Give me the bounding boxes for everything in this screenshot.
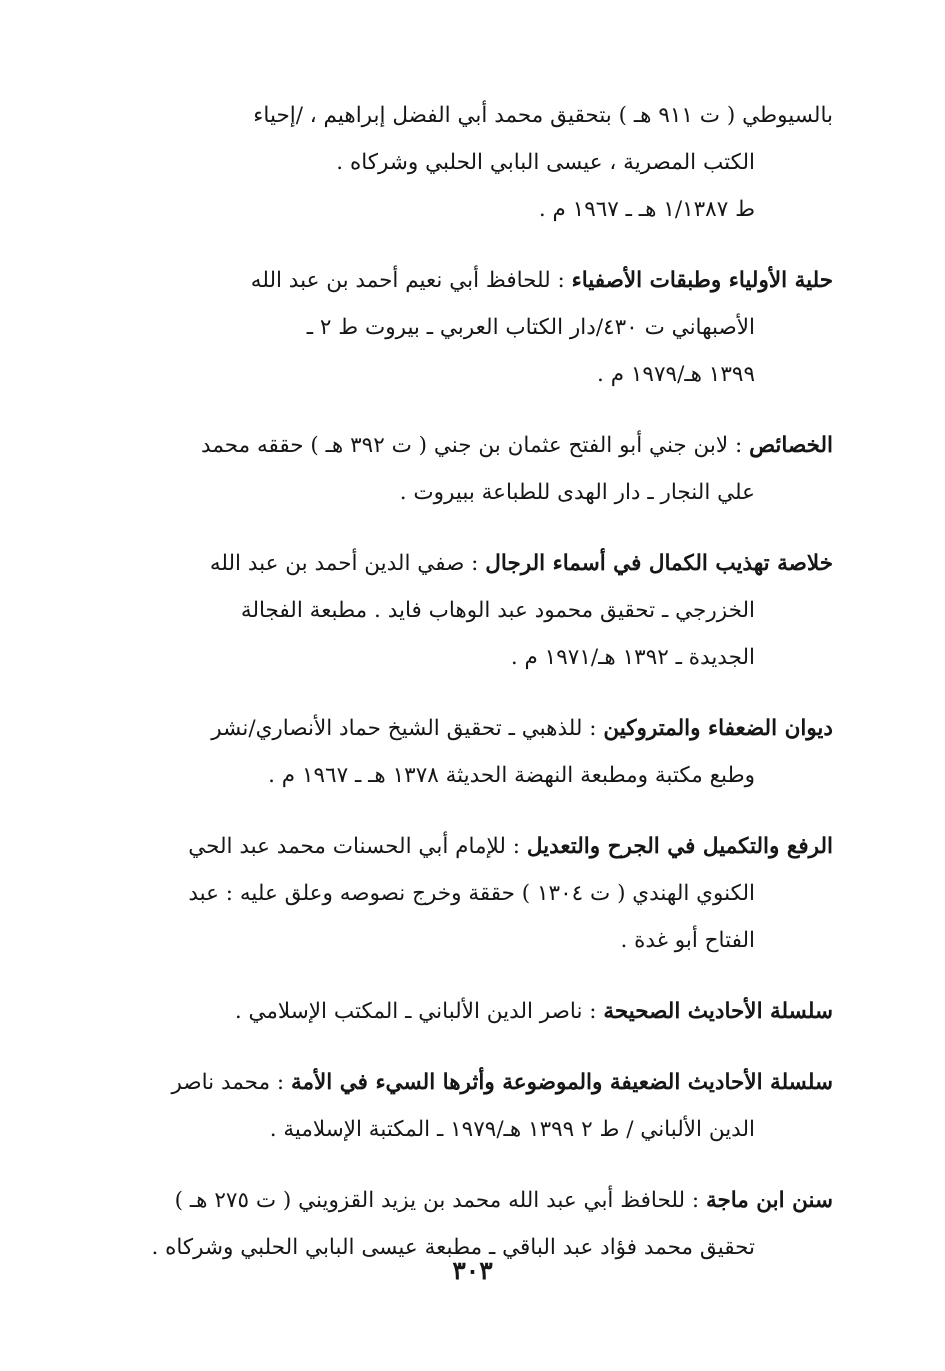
entry-first-line	[135, 988, 833, 1035]
entry-line: الدين الألباني / ط ٢ ١٣٩٩ هـ/١٩٧٩ ـ المكتبة الإسلامية .	[269, 1117, 755, 1142]
entry-title: الخصائص	[749, 433, 833, 458]
entry-line: ١٣٩٩ هـ/١٩٧٩ م .	[597, 362, 755, 387]
entry-title: خلاصة تهذيب الكمال في أسماء الرجال	[485, 551, 833, 576]
entry-line: : للحافظ أبي نعيم أحمد بن عبد الله	[250, 268, 572, 293]
entry-line: : للحافظ أبي عبد الله محمد بن يزيد القزويني ( ت ٢٧٥ هـ )	[174, 1188, 706, 1213]
bibliography-entry	[135, 823, 833, 964]
entry-title: ديوان الضعفاء والمتروكين	[603, 716, 833, 741]
entry-line: الكنوي الهندي ( ت ١٣٠٤ ) حققة وخرج نصوصه وعلق عليه : عبد	[188, 881, 755, 906]
entry-first-line	[135, 1059, 833, 1106]
entry-line: بالسيوطي ( ت ٩١١ هـ ) بتحقيق محمد أبي الفضل إبراهيم ، /إحياء	[253, 103, 833, 128]
entry-first-line	[135, 1177, 833, 1224]
bibliography-entry	[135, 1059, 833, 1153]
entry-line: تحقيق محمد فؤاد عبد الباقي ـ مطبعة عيسى البابي الحلبي وشركاه .	[151, 1235, 755, 1260]
entry-line: : للذهبي ـ تحقيق الشيخ حماد الأنصاري/نشر	[211, 716, 604, 741]
bibliography-entry	[135, 988, 833, 1035]
entry-title: سلسلة الأحاديث الصحيحة	[603, 999, 833, 1024]
entry-title: الرفع والتكميل في الجرح والتعديل	[526, 834, 833, 859]
entry-line: الجديدة ـ ١٣٩٢ هـ/١٩٧١ م .	[510, 645, 755, 670]
entry-line: : ناصر الدين الألباني ـ المكتب الإسلامي .	[234, 999, 604, 1024]
entry-first-line	[135, 705, 833, 752]
bibliography-entry	[135, 92, 833, 233]
entry-first-line	[135, 257, 833, 304]
entry-line: وطبع مكتبة ومطبعة النهضة الحديثة ١٣٧٨ هـ ـ ١٩٦٧ م .	[268, 763, 755, 788]
entry-line: الأصبهاني ت ٤٣٠/دار الكتاب العربي ـ بيروت ط ٢ ـ	[306, 315, 755, 340]
entry-first-line	[135, 422, 833, 469]
bibliography-list	[135, 92, 833, 1271]
entry-title: سلسلة الأحاديث الضعيفة والموضوعة وأثرها السيء في الأمة	[291, 1070, 833, 1095]
bibliography-entry	[135, 422, 833, 516]
entry-line: علي النجار ـ دار الهدى للطباعة ببيروت .	[399, 480, 755, 505]
entry-title: سنن ابن ماجة	[705, 1188, 833, 1213]
entry-line: : محمد ناصر	[171, 1070, 291, 1095]
bibliography-entry	[135, 705, 833, 799]
entry-line: : لابن جني أبو الفتح عثمان بن جني ( ت ٣٩٢ هـ ) حققه محمد	[201, 433, 750, 458]
entry-first-line	[135, 540, 833, 587]
page-number: ٣٠٣	[452, 1256, 493, 1285]
entry-title: حلية الأولياء وطبقات الأصفياء	[571, 268, 833, 293]
bibliography-entry	[135, 540, 833, 681]
entry-line: ط ١/١٣٨٧ هـ ـ ١٩٦٧ م .	[538, 197, 755, 222]
entry-line: الكتب المصرية ، عيسى البابي الحلبي وشركاه .	[336, 150, 755, 175]
entry-line: : صفي الدين أحمد بن عبد الله	[209, 551, 486, 576]
entry-line: الفتاح أبو غدة .	[620, 928, 755, 953]
entry-first-line	[135, 823, 833, 870]
bibliography-entry	[135, 257, 833, 398]
entry-line: : للإمام أبي الحسنات محمد عبد الحي	[188, 834, 527, 859]
entry-line: الخزرجي ـ تحقيق محمود عبد الوهاب فايد . مطبعة الفجالة	[240, 598, 755, 623]
